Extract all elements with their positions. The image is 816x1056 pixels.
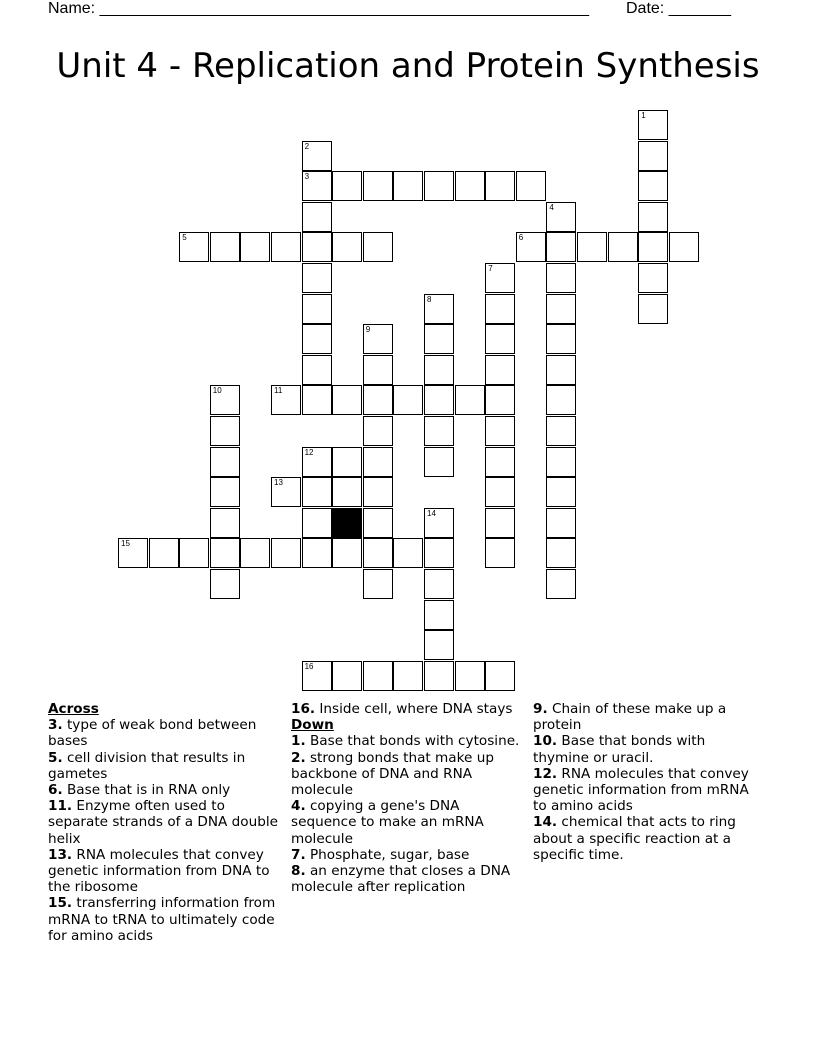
grid-cell[interactable] [393, 661, 423, 691]
clue-text: Base that is in RNA only [66, 782, 231, 799]
grid-cell[interactable] [393, 171, 423, 201]
clue-number: 4 [549, 202, 554, 212]
across-clue [48, 798, 284, 847]
grid-cell[interactable] [546, 355, 576, 385]
clue-number: 5 [182, 233, 187, 243]
grid-cell[interactable] [179, 538, 209, 568]
clue-text: Enzyme often used to separate strands of a DNA double helix [48, 798, 278, 847]
grid-cell[interactable] [363, 355, 393, 385]
clue-number: 8 [427, 294, 432, 304]
across-clue [48, 750, 284, 782]
clue-number: 16 [304, 661, 314, 671]
clue-num: 9. [533, 701, 548, 717]
grid-cell[interactable] [424, 294, 454, 324]
grid-cell[interactable] [455, 385, 485, 415]
grid-cell[interactable] [210, 508, 240, 538]
grid-cell[interactable] [363, 661, 393, 691]
clue-number: 9 [365, 325, 371, 335]
grid-cell[interactable] [485, 324, 515, 354]
clue-num: 14. [533, 814, 558, 831]
clue-text: chemical that acts to ring about a specific reaction at a specific time. [533, 814, 736, 863]
grid-cell[interactable] [546, 324, 576, 354]
page-title: Unit 4 - Replication and Protein Synthesis [56, 46, 760, 86]
clue-number: 15 [121, 539, 130, 549]
clue-num: 8. [291, 863, 306, 880]
grid-cell[interactable] [363, 232, 393, 262]
clues-column-3 [533, 701, 763, 863]
grid-cell[interactable] [210, 416, 240, 446]
grid-cell[interactable] [210, 232, 240, 262]
grid-cell[interactable] [179, 232, 209, 262]
clue-text: RNA molecules that convey genetic information from DNA to the ribosome [48, 846, 270, 896]
grid-cell[interactable] [424, 569, 454, 599]
grid-cell[interactable] [485, 355, 515, 385]
grid-cell[interactable] [271, 232, 301, 262]
clue-number: 11 [274, 386, 283, 396]
grid-cell[interactable] [638, 110, 668, 140]
grid-cell[interactable] [393, 538, 423, 568]
down-heading: Down [291, 717, 334, 734]
clue-num: 6. [48, 782, 63, 799]
grid-cell[interactable] [424, 324, 454, 354]
grid-cell[interactable] [546, 569, 576, 599]
grid-cell[interactable] [302, 661, 332, 691]
grid-cell[interactable] [332, 538, 362, 568]
grid-cell[interactable] [302, 263, 332, 293]
grid-cell[interactable] [546, 416, 576, 446]
grid-cell[interactable] [363, 171, 393, 201]
grid-cell[interactable] [546, 508, 576, 538]
grid-cell[interactable] [363, 508, 393, 538]
name-line[interactable]: _______________________________________________________ [99, 0, 589, 17]
grid-cell[interactable] [302, 171, 332, 201]
grid-cell[interactable] [210, 385, 240, 415]
grid-cell[interactable] [638, 263, 668, 293]
grid-cell[interactable] [393, 385, 423, 415]
across-clue [291, 701, 527, 717]
clue-number: 10 [212, 386, 222, 396]
grid-cell[interactable] [516, 171, 546, 201]
grid-cell[interactable] [485, 385, 515, 415]
down-clue [291, 847, 527, 863]
name-field [48, 0, 589, 18]
grid-cell[interactable] [424, 508, 454, 538]
grid-cell[interactable] [485, 447, 515, 477]
grid-cell[interactable] [546, 447, 576, 477]
clue-num: 1. [291, 733, 306, 750]
clue-num: 13. [48, 846, 73, 863]
grid-cell[interactable] [424, 171, 454, 201]
clue-text: Inside cell, where DNA stays [319, 701, 513, 717]
grid-cell[interactable] [424, 538, 454, 568]
grid-cell[interactable] [424, 416, 454, 446]
grid-cell[interactable] [302, 141, 332, 171]
grid-cell[interactable] [210, 569, 240, 599]
clue-number: 2 [304, 141, 310, 151]
grid-cell[interactable] [608, 232, 638, 262]
grid-cell[interactable] [302, 477, 332, 507]
down-clue [533, 766, 763, 815]
clue-text: strong bonds that make up backbone of DNA and RNA molecule [291, 749, 494, 799]
clue-number: 13 [274, 478, 283, 488]
down-clue [533, 814, 763, 863]
clue-num: 3. [48, 717, 63, 734]
across-clue [48, 782, 284, 798]
grid-cell[interactable] [240, 232, 270, 262]
grid-cell[interactable] [424, 385, 454, 415]
grid-cell[interactable] [669, 232, 699, 262]
grid-cell[interactable] [577, 232, 607, 262]
grid-cell[interactable] [363, 385, 393, 415]
grid-cell[interactable] [302, 294, 332, 324]
grid-cell[interactable] [210, 477, 240, 507]
grid-cell[interactable] [363, 477, 393, 507]
grid-cell[interactable] [485, 416, 515, 446]
grid-cell[interactable] [332, 447, 362, 477]
grid-cell[interactable] [302, 324, 332, 354]
grid-cell[interactable] [332, 232, 362, 262]
grid-cell[interactable] [363, 538, 393, 568]
grid-cell[interactable] [485, 508, 515, 538]
grid-cell[interactable] [332, 477, 362, 507]
grid-cell[interactable] [546, 385, 576, 415]
grid-cell[interactable] [424, 630, 454, 660]
clue-num: 7. [291, 846, 306, 863]
down-clue [533, 733, 763, 765]
grid-cell[interactable] [332, 661, 362, 691]
down-clue [291, 733, 527, 749]
grid-cell[interactable] [302, 447, 332, 477]
clue-text: cell division that results in gametes [48, 749, 246, 782]
grid-cell[interactable] [363, 447, 393, 477]
black-cell [332, 508, 362, 538]
down-clue [291, 863, 527, 895]
clue-number: 7 [488, 264, 493, 273]
grid-cell[interactable] [546, 263, 576, 293]
clue-text: Base that bonds with cytosine. [309, 733, 520, 750]
grid-cell[interactable] [485, 171, 515, 201]
grid-cell[interactable] [302, 202, 332, 232]
grid-cell[interactable] [302, 355, 332, 385]
clue-num: 15. [48, 895, 73, 912]
grid-cell[interactable] [363, 416, 393, 446]
down-clue [291, 798, 527, 847]
grid-cell[interactable] [638, 141, 668, 171]
grid-cell[interactable] [424, 661, 454, 691]
clue-num: 4. [291, 798, 306, 815]
down-clue [533, 701, 763, 733]
across-clue [48, 847, 284, 896]
grid-cell[interactable] [516, 232, 546, 262]
grid-cell[interactable] [455, 171, 485, 201]
across-clue [48, 717, 284, 749]
grid-cell[interactable] [363, 324, 393, 354]
grid-cell[interactable] [485, 263, 515, 293]
date-field [626, 0, 731, 18]
clue-text: an enzyme that closes a DNA molecule after replication [291, 863, 511, 896]
grid-cell[interactable] [546, 294, 576, 324]
clue-number: 6 [518, 233, 524, 243]
grid-cell[interactable] [638, 202, 668, 232]
clues-column-1 [48, 701, 284, 944]
grid-cell[interactable] [546, 538, 576, 568]
grid-cell[interactable] [332, 171, 362, 201]
grid-cell[interactable] [363, 569, 393, 599]
grid-cell[interactable] [302, 538, 332, 568]
clue-num: 16. [291, 701, 316, 717]
grid-cell[interactable] [455, 661, 485, 691]
grid-cell[interactable] [424, 447, 454, 477]
grid-cell[interactable] [546, 202, 576, 232]
grid-cell[interactable] [485, 538, 515, 568]
name-label: Name: [48, 0, 100, 17]
down-clue [291, 750, 527, 799]
clue-num: 11. [48, 798, 73, 815]
grid-cell[interactable] [149, 538, 179, 568]
grid-cell[interactable] [638, 171, 668, 201]
grid-cell[interactable] [638, 294, 668, 324]
grid-cell[interactable] [424, 600, 454, 630]
grid-cell[interactable] [332, 385, 362, 415]
date-line[interactable]: _______ [668, 0, 731, 17]
clue-text: copying a gene's DNA sequence to make an mRNA molecule [291, 798, 484, 847]
grid-cell[interactable] [271, 538, 301, 568]
clue-number: 12 [304, 447, 314, 457]
clue-text: transferring information from mRNA to tRNA to ultimately code for amino acids [48, 895, 276, 944]
grid-cell[interactable] [271, 385, 301, 415]
grid-cell[interactable] [546, 477, 576, 507]
clue-text: type of weak bond between bases [48, 717, 257, 750]
clue-num: 5. [48, 749, 63, 766]
grid-cell[interactable] [118, 538, 148, 568]
clues-column-2 [291, 701, 527, 895]
grid-cell[interactable] [485, 477, 515, 507]
across-clue [48, 895, 284, 944]
clue-text: Base that bonds with thymine or uracil. [533, 733, 706, 766]
grid-cell[interactable] [302, 232, 332, 262]
clue-number: 1 [641, 111, 646, 120]
clue-number: 14 [427, 508, 436, 518]
date-label: Date: [626, 0, 669, 17]
across-heading: Across [48, 701, 99, 717]
grid-cell[interactable] [546, 232, 576, 262]
grid-cell[interactable] [210, 447, 240, 477]
clue-text: RNA molecules that convey genetic information from mRNA to amino acids [533, 765, 749, 815]
grid-cell[interactable] [638, 232, 668, 262]
clue-num: 2. [291, 749, 306, 766]
clue-num: 10. [533, 733, 558, 750]
clue-text: Chain of these make up a protein [533, 701, 727, 734]
grid-cell[interactable] [271, 477, 301, 507]
clue-text: Phosphate, sugar, base [309, 846, 470, 863]
grid-cell[interactable] [485, 661, 515, 691]
grid-cell[interactable] [302, 508, 332, 538]
grid-cell[interactable] [424, 355, 454, 385]
grid-cell[interactable] [302, 385, 332, 415]
grid-cell[interactable] [240, 538, 270, 568]
clue-num: 12. [533, 765, 558, 782]
grid-cell[interactable] [485, 294, 515, 324]
grid-cell[interactable] [210, 538, 240, 568]
clue-number: 3 [304, 172, 310, 182]
